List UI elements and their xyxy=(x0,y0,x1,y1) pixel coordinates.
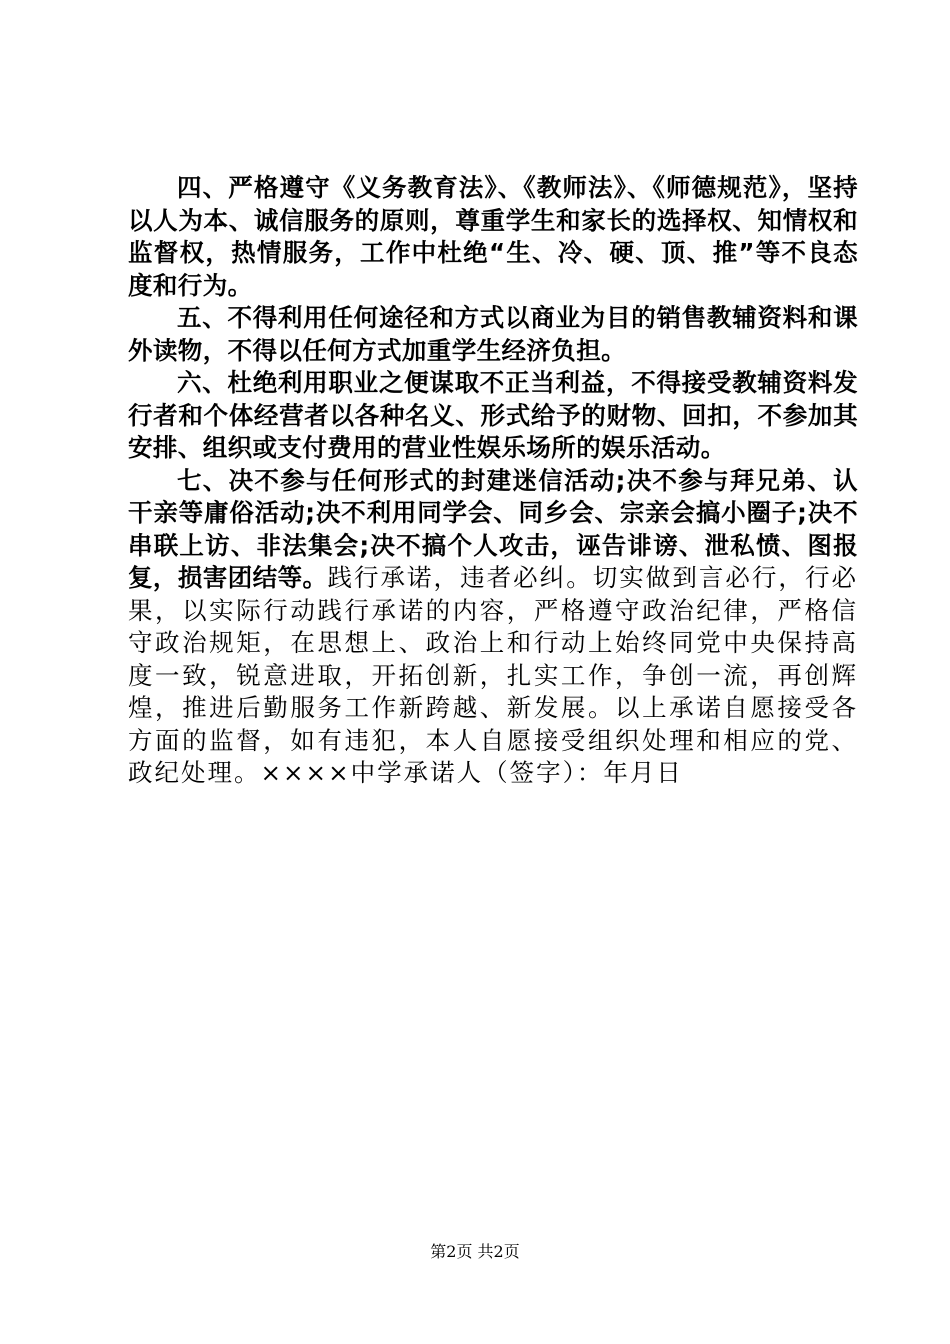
document-body xyxy=(128,172,858,790)
paragraph-six: 六、杜绝利用职业之便谋取不正当利益，不得接受教辅资料发行者和个体经营者以各种名义、形式给予的财物、回扣，不参加其安排、组织或支付费用的营业性娱乐场所的娱乐活动。 xyxy=(128,368,858,462)
paragraph-seven-plain-text: 践行承诺，违者必纠。切实做到言必行，行必果，以实际行动践行承诺的内容，严格遵守政治纪律，严格信守政治规矩，在思想上、政治上和行动上始终同党中央保持高度一致，锐意进取，开拓创新，扎实工作，争创一流，再创辉煌，推进后勤服务工作新跨越、新发展。以上承诺自愿接受各方面的监督，如有违犯，本人自愿接受组织处理和相应的党、政纪处理。××××中学承诺人（签字）：年月日 xyxy=(128,563,858,787)
paragraph-seven xyxy=(128,465,858,790)
paragraph-four: 四、严格遵守《义务教育法》、《教师法》、《师德规范》，坚持以人为本、诚信服务的原则，尊重学生和家长的选择权、知情权和监督权，热情服务，工作中杜绝“生、冷、硬、顶、推”等不良态度和行为。 xyxy=(128,173,858,300)
paragraph-five: 五、不得利用任何途径和方式以商业为目的销售教辅资料和课外读物，不得以任何方式加重学生经济负担。 xyxy=(128,303,858,365)
page-footer: 第2页 共2页 xyxy=(430,1242,520,1261)
paragraph-seven-bold-text: 七、决不参与任何形式的封建迷信活动;决不参与拜兄弟、认干亲等庸俗活动;决不利用同学会、同乡会、宗亲会搞小圈子;决不串联上访、非法集会;决不搞个人攻击，诬告诽谤、泄私愤、图报复，损害团结等。 xyxy=(128,465,858,592)
